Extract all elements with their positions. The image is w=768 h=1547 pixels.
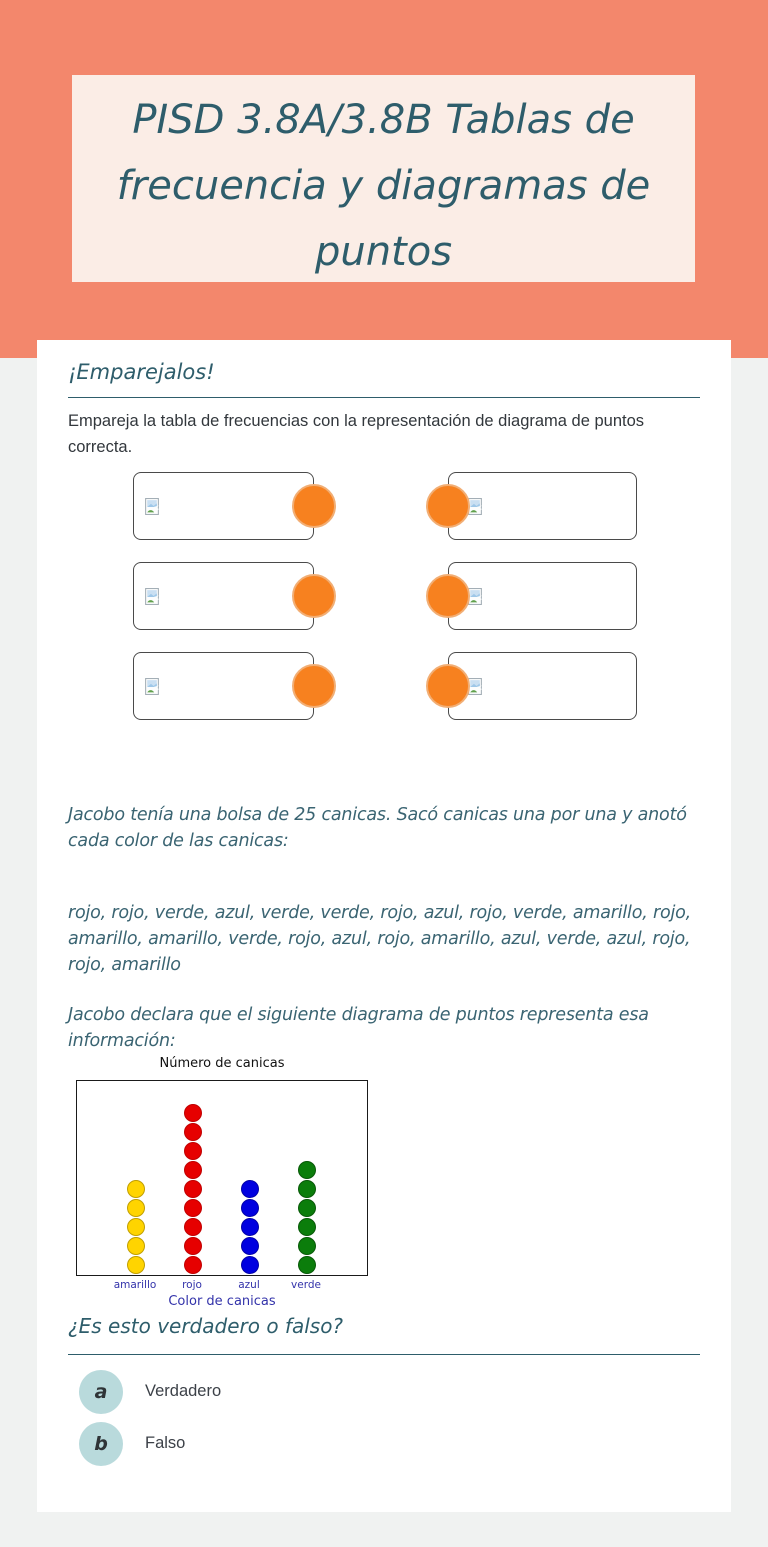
broken-image-icon xyxy=(468,678,482,695)
question-heading: ¿Es esto verdadero o falso? xyxy=(68,1314,344,1338)
dot-plot-xlabel: Color de canicas xyxy=(168,1294,276,1309)
dot-amarillo xyxy=(127,1180,145,1198)
claim-paragraph: Jacobo declara que el siguiente diagrama de puntos representa esa información: xyxy=(68,1005,649,1051)
match-connector-right-1[interactable] xyxy=(426,484,470,528)
dot-rojo xyxy=(184,1161,202,1179)
dot-plot-area xyxy=(76,1080,368,1276)
dot-rojo xyxy=(184,1104,202,1122)
dot-azul xyxy=(241,1237,259,1255)
dot-rojo xyxy=(184,1142,202,1160)
marble-colors-list: rojo, rojo, verde, azul, verde, verde, rojo, azul, rojo, verde, amarillo, rojo, amarillo, amarillo, verde, rojo, azul, rojo, amarillo, azul, verde, azul, rojo, rojo, amarillo xyxy=(68,903,691,975)
dot-rojo xyxy=(184,1123,202,1141)
match-right-box-2[interactable] xyxy=(448,562,637,630)
xtick-amarillo: amarillo xyxy=(113,1279,157,1291)
xtick-rojo: rojo xyxy=(182,1279,202,1291)
option-b-badge[interactable]: b xyxy=(79,1422,123,1466)
option-a-badge[interactable]: a xyxy=(79,1370,123,1414)
option-b-label: Falso xyxy=(145,1434,186,1452)
broken-image-icon xyxy=(145,498,159,515)
section-divider xyxy=(68,1354,700,1355)
dot-amarillo xyxy=(127,1237,145,1255)
match-connector-right-3[interactable] xyxy=(426,664,470,708)
match-instructions: Empareja la tabla de frecuencias con la representación de diagrama de puntos correcta. xyxy=(68,412,645,456)
option-a-label: Verdadero xyxy=(145,1382,222,1400)
dot-column-verde xyxy=(279,1161,335,1274)
dot-verde xyxy=(298,1180,316,1198)
dot-plot xyxy=(76,1056,368,1309)
dot-rojo xyxy=(184,1180,202,1198)
broken-image-icon xyxy=(145,678,159,695)
section-divider xyxy=(68,397,700,398)
dot-azul xyxy=(241,1256,259,1274)
title-card xyxy=(72,75,695,282)
dot-verde xyxy=(298,1161,316,1179)
dot-amarillo xyxy=(127,1256,145,1274)
dot-verde xyxy=(298,1199,316,1217)
dot-verde xyxy=(298,1218,316,1236)
xtick-azul: azul xyxy=(238,1279,260,1291)
worksheet-card xyxy=(37,340,731,1512)
dot-azul xyxy=(241,1199,259,1217)
xtick-verde: verde xyxy=(291,1279,321,1291)
match-left-box-3[interactable] xyxy=(133,652,314,720)
worksheet-title-line: puntos xyxy=(314,229,453,275)
match-connector-left-3[interactable] xyxy=(292,664,336,708)
dot-column-amarillo xyxy=(108,1180,164,1274)
match-connector-left-2[interactable] xyxy=(292,574,336,618)
dot-azul xyxy=(241,1180,259,1198)
match-left-box-2[interactable] xyxy=(133,562,314,630)
worksheet-title-line: frecuencia y diagramas de xyxy=(116,163,651,209)
broken-image-icon xyxy=(468,498,482,515)
match-connector-right-2[interactable] xyxy=(426,574,470,618)
dot-rojo xyxy=(184,1256,202,1274)
dot-plot-title: Número de canicas xyxy=(159,1056,285,1071)
dot-rojo xyxy=(184,1237,202,1255)
worksheet-title xyxy=(72,75,695,285)
worksheet-title-line: PISD 3.8A/3.8B Tablas de xyxy=(132,97,635,143)
match-left-box-1[interactable] xyxy=(133,472,314,540)
dot-plot-xticks xyxy=(76,1279,368,1293)
dot-amarillo xyxy=(127,1199,145,1217)
match-connector-left-1[interactable] xyxy=(292,484,336,528)
dot-verde xyxy=(298,1256,316,1274)
match-right-box-1[interactable] xyxy=(448,472,637,540)
broken-image-icon xyxy=(468,588,482,605)
dot-column-azul xyxy=(222,1180,278,1274)
option-b[interactable] xyxy=(79,1422,499,1466)
dot-verde xyxy=(298,1237,316,1255)
dot-rojo xyxy=(184,1218,202,1236)
statement-paragraph: Jacobo tenía una bolsa de 25 canicas. Sacó canicas una por una y anotó cada color de las canicas: xyxy=(68,805,687,851)
dot-column-rojo xyxy=(165,1104,221,1274)
match-right-box-3[interactable] xyxy=(448,652,637,720)
dot-amarillo xyxy=(127,1218,145,1236)
dot-rojo xyxy=(184,1199,202,1217)
option-a[interactable] xyxy=(79,1370,499,1414)
match-section-heading: ¡Emparejalos! xyxy=(68,360,215,384)
broken-image-icon xyxy=(145,588,159,605)
dot-azul xyxy=(241,1218,259,1236)
